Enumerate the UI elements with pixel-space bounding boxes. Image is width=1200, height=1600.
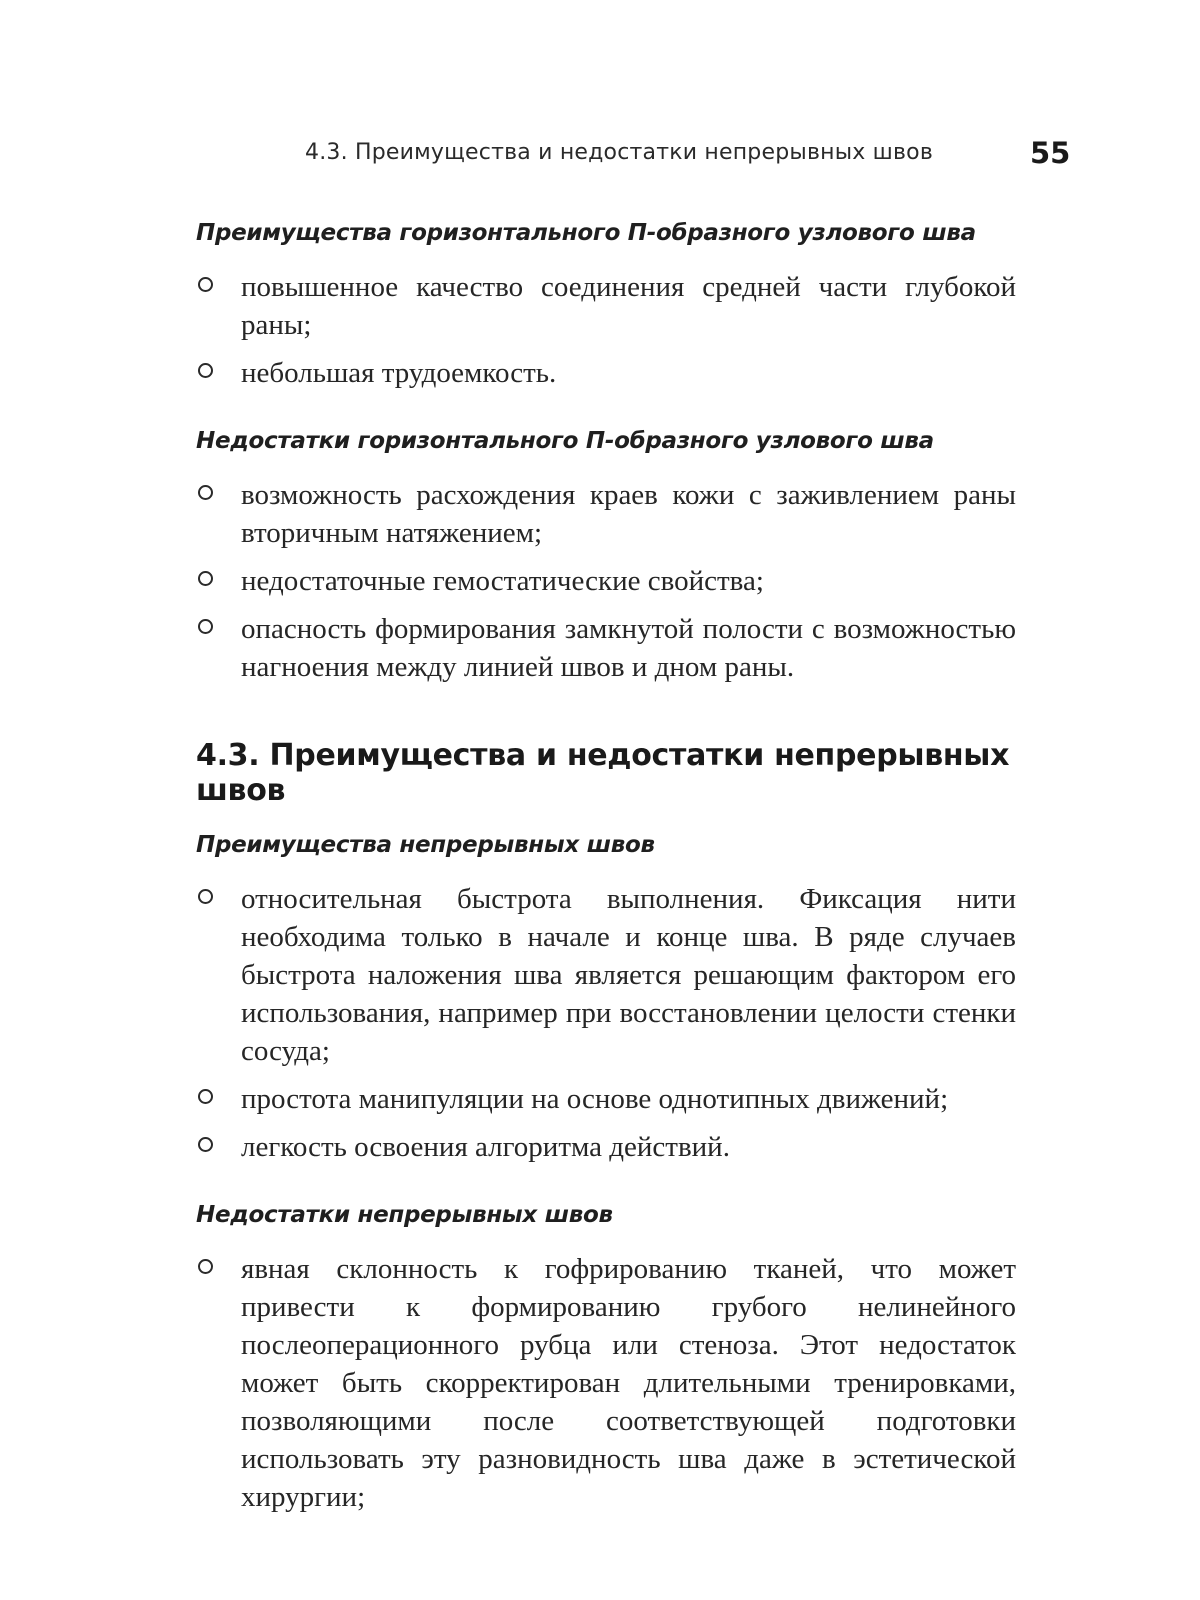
page-number: 55 — [1030, 136, 1071, 170]
list-item: небольшая трудоемкость. — [196, 354, 1016, 392]
list-item: явная склонность к гофрированию тканей, что может привести к формированию грубого нелинейного послеоперационного рубца или стеноза. Этот недостаток может быть скорректирован длительными тренировками, позволяющими после соответствующей подготовки использовать эту разновидность шва даже в эстетической хирургии; — [196, 1250, 1016, 1516]
subheading-pshaped-advantages: Преимущества горизонтального П-образного узлового шва — [196, 220, 976, 246]
section-heading: 4.3. Преимущества и недостатки непрерывных швов — [196, 738, 1010, 808]
list-item: простота манипуляции на основе однотипных движений; — [196, 1080, 1016, 1118]
running-header: 4.3. Преимущества и недостатки непрерывных швов — [305, 140, 933, 165]
subheading-continuous-disadvantages: Недостатки непрерывных швов — [196, 1202, 613, 1228]
list-item: относительная быстрота выполнения. Фиксация нити необходима только в начале и конце шва. В ряде случаев быстрота наложения шва является решающим фактором его использования, например при восстановлении целости стенки сосуда; — [196, 880, 1016, 1070]
list-item: легкость освоения алгоритма действий. — [196, 1128, 1016, 1166]
list-item: недостаточные гемостатические свойства; — [196, 562, 1016, 600]
subheading-pshaped-disadvantages: Недостатки горизонтального П-образного узлового шва — [196, 428, 934, 454]
list-pshaped-advantages — [196, 268, 1016, 392]
list-continuous-advantages — [196, 880, 1016, 1166]
list-item: опасность формирования замкнутой полости с возможностью нагноения между линией швов и дном раны. — [196, 610, 1016, 686]
list-pshaped-disadvantages — [196, 476, 1016, 686]
list-continuous-disadvantages — [196, 1250, 1016, 1516]
circle-bullet-icon — [198, 1259, 213, 1274]
circle-bullet-icon — [198, 485, 213, 500]
list-item: повышенное качество соединения средней части глубокой раны; — [196, 268, 1016, 344]
circle-bullet-icon — [198, 277, 213, 292]
circle-bullet-icon — [198, 571, 213, 586]
list-item: возможность расхождения краев кожи с заживлением раны вторичным натяжением; — [196, 476, 1016, 552]
circle-bullet-icon — [198, 619, 213, 634]
circle-bullet-icon — [198, 1137, 213, 1152]
circle-bullet-icon — [198, 363, 213, 378]
circle-bullet-icon — [198, 889, 213, 904]
circle-bullet-icon — [198, 1089, 213, 1104]
page-content — [196, 220, 1016, 1526]
subheading-continuous-advantages: Преимущества непрерывных швов — [196, 832, 655, 858]
